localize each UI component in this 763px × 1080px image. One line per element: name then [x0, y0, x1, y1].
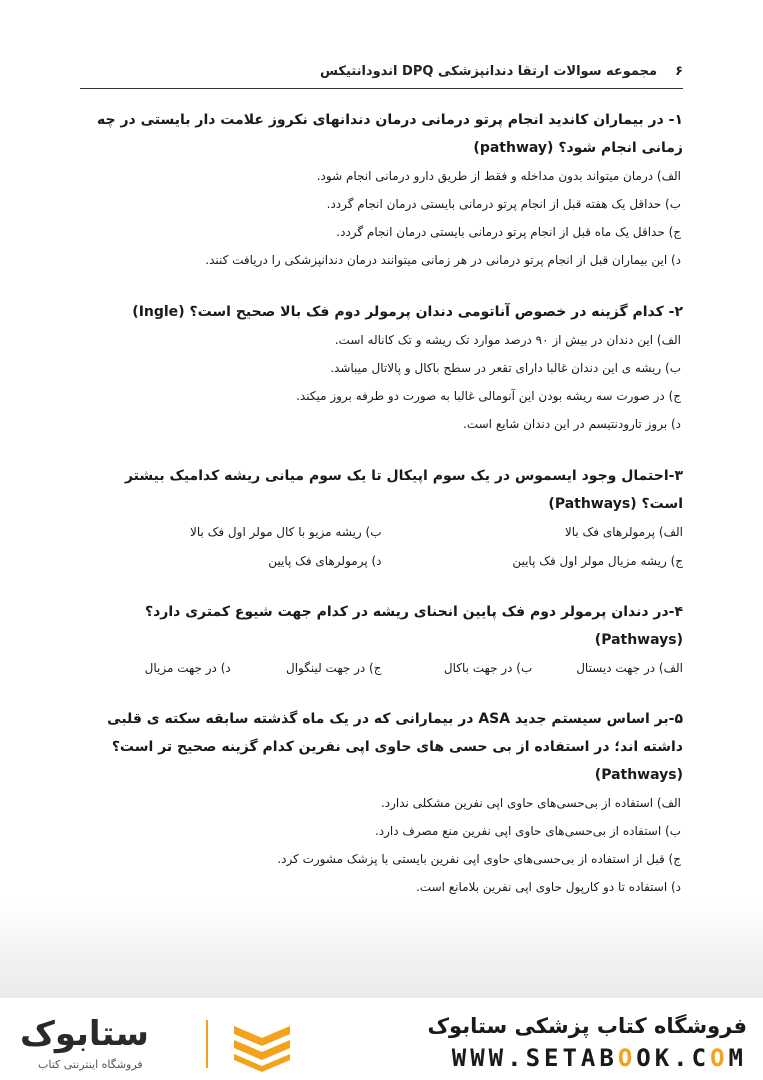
page-header — [80, 64, 683, 86]
option-a: الف) در جهت دیستال — [576, 661, 683, 675]
option-c: ج) ریشه مزیال مولر اول فک پایین — [512, 554, 683, 568]
option-d: د) بروز تارودنتیسم در این دندان شایع است. — [463, 417, 681, 431]
option-c: ج) حداقل یک ماه قبل از انجام پرتو درمانی بایستی درمان انجام گردد. — [336, 225, 681, 239]
question-text: ۳-احتمال وجود ایسموس در یک سوم اپیکال تا یک سوم میانی ریشه کدامیک بیشتر است؟ (Pathways) — [124, 468, 683, 512]
option-c: ج) در جهت لینگوال — [285, 661, 382, 675]
question-1 — [80, 106, 683, 274]
question-text: ۱- در بیماران کاندید انجام پرتو درمانی درمان دندانهای نکروز علامت دار بایستی در چه زمانی انجام شود؟ (pathway) — [97, 112, 683, 156]
option-c: ج) در صورت سه ریشه بودن این آنومالی غالبا به صورت دو طرفه بروز میکند. — [296, 389, 681, 403]
store-footer — [0, 998, 763, 1080]
option-b: ب) حداقل یک هفته قبل از انجام پرتو درمانی بایستی درمان انجام گردد. — [326, 197, 681, 211]
question-3 — [80, 462, 683, 576]
option-b: ب) استفاده از بی‌حسی‌های حاوی اپی نفرین منع مصرف دارد. — [374, 824, 681, 838]
option-a: الف) درمان میتواند بدون مداخله و فقط از طریق دارو درمانی انجام شود. — [316, 169, 681, 183]
question-4 — [80, 598, 683, 683]
header-divider — [80, 88, 683, 89]
option-a: الف) پرمولرهای فک بالا — [564, 525, 683, 539]
book-stack-icon — [230, 1018, 294, 1072]
question-text: ۴-در دندان پرمولر دوم فک پایین انحنای ریشه در کدام جهت شیوع کمتری دارد؟ (Pathways) — [145, 604, 683, 648]
question-5 — [80, 705, 683, 901]
question-text: ۲- کدام گزینه در خصوص آناتومی دندان پرمولر دوم فک بالا صحیح است؟ (Ingle) — [132, 304, 683, 320]
option-d: د) استفاده تا دو کارپول حاوی اپی نفرین بلامانع است. — [415, 880, 681, 894]
option-a: الف) این دندان در بیش از ۹۰ درصد موارد تک ریشه و تک کاناله است. — [334, 333, 681, 347]
options-grid — [80, 518, 683, 576]
question-2 — [80, 298, 683, 438]
book-title: مجموعه سوالات ارتقا دندانپزشکی DPQ اندودانتیکس — [320, 64, 658, 79]
option-d: د) در جهت مزیال — [144, 661, 231, 675]
logo-wordmark: ستابوک — [20, 1014, 149, 1054]
option-a: الف) استفاده از بی‌حسی‌های حاوی اپی نفرین مشکلی ندارد. — [380, 796, 681, 810]
logo-divider — [206, 1020, 208, 1068]
logo-tagline: فروشگاه اینترنتی کتاب — [38, 1058, 143, 1071]
store-name: فروشگاه کتاب پزشکی ستابوک — [427, 1014, 747, 1038]
option-d: د) این بیماران قبل از انجام پرتو درمانی در هر زمانی میتوانند درمان دندانپزشکی را دریافت کنند. — [205, 253, 681, 267]
options-grid — [80, 654, 683, 683]
page-number: ۶ — [675, 64, 683, 79]
store-url[interactable]: WWW.SETABOOK.COM — [451, 1044, 747, 1072]
option-b: ب) ریشه ی این دندان غالبا دارای تقعر در سطح باکال و پالاتال میباشد. — [330, 361, 681, 375]
question-list — [80, 100, 683, 1011]
store-logo — [20, 1012, 300, 1074]
footer-gradient — [0, 900, 763, 1000]
question-text: ۵-بر اساس سیستم جدید ASA در بیمارانی که در یک ماه گذشته سابقه سکته ی قلبی داشته اند؛ در استفاده از بی حسی های حاوی اپی نفرین کدام گزینه صحیح تر است؟ (Pathways) — [107, 711, 683, 783]
option-b: ب) در جهت باکال — [443, 661, 533, 675]
option-b: ب) ریشه مزیو با کال مولر اول فک بالا — [189, 525, 382, 539]
option-c: ج) قبل از استفاده از بی‌حسی‌های حاوی اپی نفرین بایستی با پزشک مشورت کرد. — [277, 852, 681, 866]
option-d: د) پرمولرهای فک پایین — [268, 554, 382, 568]
